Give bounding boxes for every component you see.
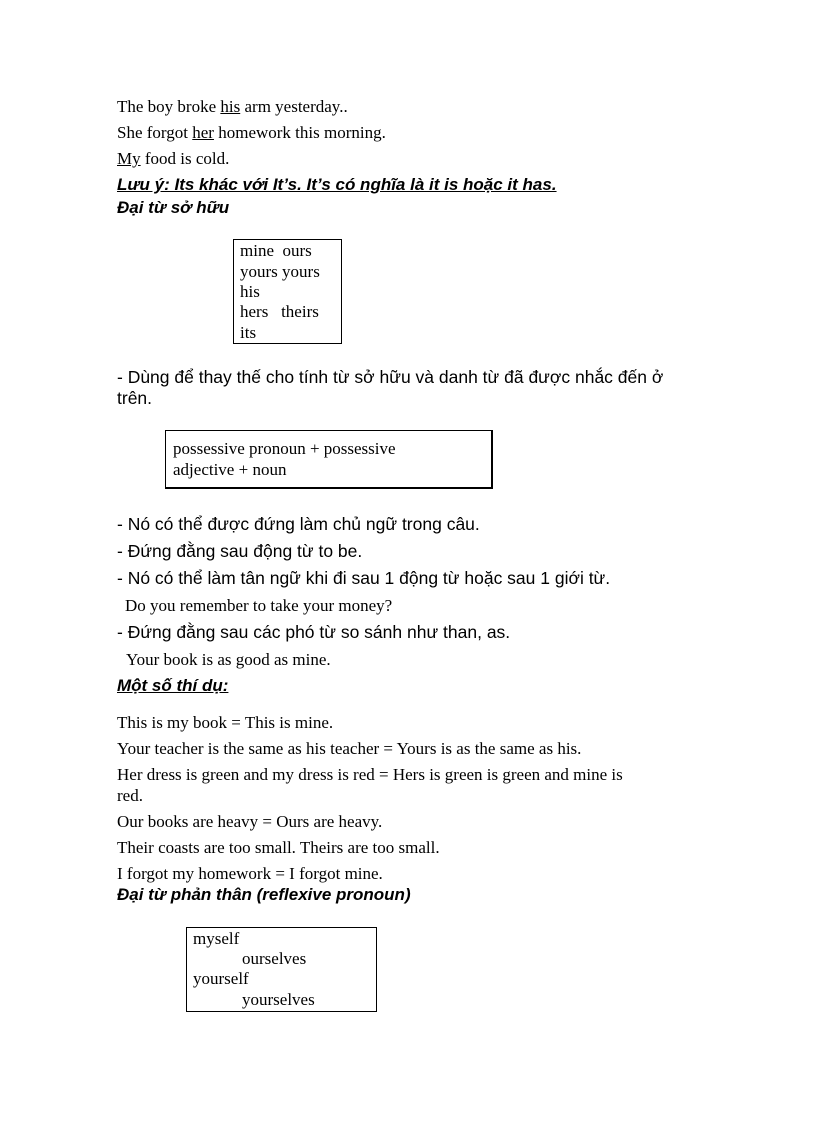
usage-3: - Đứng đằng sau động từ to be. <box>117 541 363 561</box>
example-6: I forgot my homework = I forgot mine. <box>117 864 383 883</box>
reflexive-singular-1: myself <box>193 929 240 948</box>
example-2-pre: She forgot <box>117 123 193 142</box>
example-2-post: homework this morning. <box>213 123 386 142</box>
example-3-line-2: red. <box>117 786 143 805</box>
example-3-post: food is cold. <box>140 149 230 168</box>
pronoun-plural: yours <box>282 262 320 281</box>
reflexive-pronoun-heading: Đại từ phản thân (reflexive pronoun) <box>117 885 411 904</box>
pronoun-singular: its <box>240 323 257 342</box>
example-1-post: arm yesterday.. <box>240 97 348 116</box>
formula-line-2: adjective + noun <box>173 460 287 479</box>
example-1-word: his <box>220 97 241 116</box>
possessive-pronoun-table <box>233 239 342 344</box>
usage-5-example: Your book is as good as mine. <box>126 650 331 669</box>
examples-heading: Một số thí dụ: <box>117 676 229 695</box>
pronoun-singular: mine <box>240 241 274 260</box>
example-3-word: My <box>117 149 141 168</box>
pronoun-row <box>240 323 256 343</box>
usage-1-line-2: trên. <box>117 388 153 408</box>
usage-1-line-1: - Dùng để thay thế cho tính từ sở hữu và danh từ đã được nhắc đến ở <box>117 367 664 387</box>
example-1: This is my book = This is mine. <box>117 713 334 732</box>
pronoun-row <box>240 262 320 282</box>
example-5: Their coasts are too small. Theirs are too small. <box>117 838 440 857</box>
usage-5: - Đứng đằng sau các phó từ so sánh như than, as. <box>117 622 511 642</box>
pronoun-singular: yours <box>240 262 278 281</box>
formula-box <box>165 430 493 489</box>
formula-line-1: possessive pronoun + possessive <box>173 439 396 458</box>
reflexive-pronoun-table <box>186 927 377 1012</box>
reflexive-plural-2: yourselves <box>242 990 315 1009</box>
pronoun-singular: his <box>240 282 260 301</box>
pronoun-plural: ours <box>282 241 312 260</box>
example-sentence-3 <box>117 149 229 169</box>
pronoun-singular: hers <box>240 302 269 321</box>
example-sentence-1 <box>117 97 348 117</box>
pronoun-row <box>240 282 260 302</box>
pronoun-row <box>240 302 319 322</box>
example-3-line-1: Her dress is green and my dress is red = Hers is green is green and mine is <box>117 765 623 784</box>
pronoun-plural: theirs <box>281 302 319 321</box>
example-4: Our books are heavy = Ours are heavy. <box>117 812 383 831</box>
note-its: Lưu ý: Its khác với It’s. It’s có nghĩa là it is hoặc it has. <box>117 175 557 194</box>
example-2: Your teacher is the same as his teacher = Yours is as the same as his. <box>117 739 582 758</box>
example-1-pre: The boy broke <box>117 97 221 116</box>
usage-4-example: Do you remember to take your money? <box>125 596 393 615</box>
example-sentence-2 <box>117 123 386 143</box>
pronoun-row <box>240 241 312 261</box>
usage-4: - Nó có thể làm tân ngữ khi đi sau 1 động từ hoặc sau 1 giới từ. <box>117 568 611 588</box>
reflexive-singular-2: yourself <box>193 969 249 988</box>
usage-2: - Nó có thể được đứng làm chủ ngữ trong câu. <box>117 514 480 534</box>
possessive-pronoun-heading: Đại từ sở hữu <box>117 198 230 217</box>
example-2-word: her <box>192 123 214 142</box>
reflexive-plural-1: ourselves <box>242 949 307 968</box>
